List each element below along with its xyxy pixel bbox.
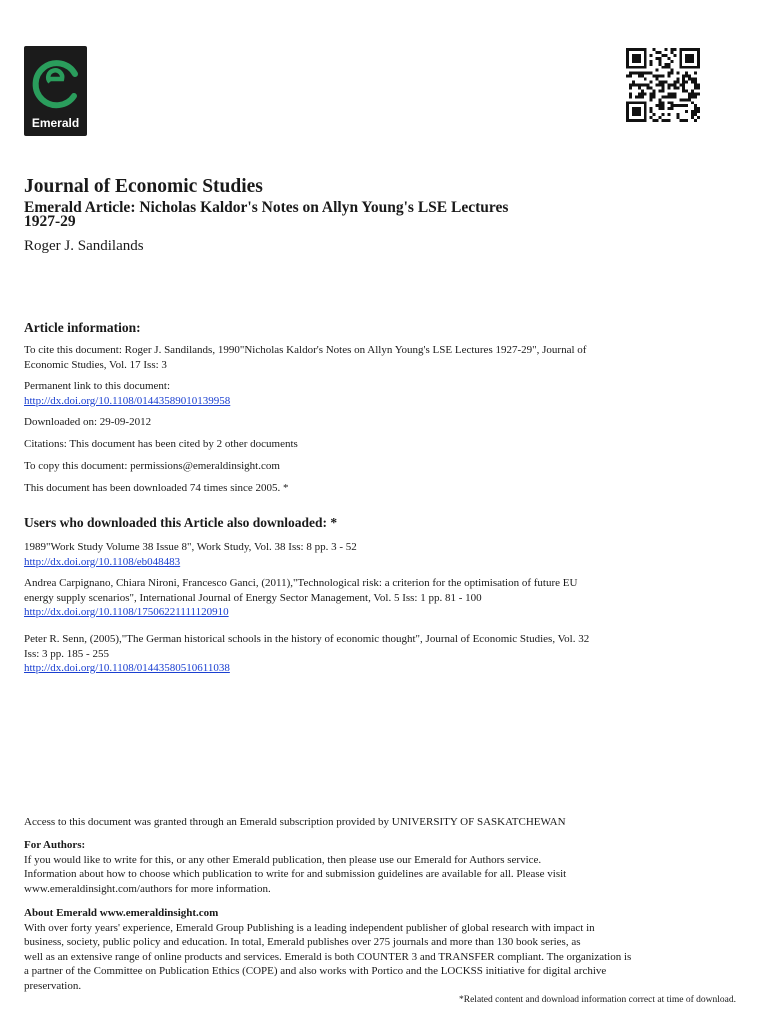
reference-text: Andrea Carpignano, Chiara Nironi, Francesco Ganci, (2011),"Technological risk: a criterion for the optimisation of future EU <box>24 577 578 589</box>
also-downloaded-heading: Users who downloaded this Article also downloaded: * <box>24 515 338 530</box>
reference-text: Peter R. Senn, (2005),"The German historical schools in the history of economic thought", Journal of Economic Studies, Vol. 32 <box>24 633 590 645</box>
list-item <box>24 632 744 676</box>
download-count: This document has been downloaded 74 times since 2005. * <box>24 482 289 494</box>
footnote: *Related content and download information correct at time of download. <box>459 995 736 1005</box>
citations-count: Citations: This document has been cited by 2 other documents <box>24 438 298 450</box>
list-item <box>24 576 744 620</box>
about-block <box>24 906 744 993</box>
journal-title: Journal of Economic Studies <box>24 176 263 197</box>
reference-link[interactable]: http://dx.doi.org/10.1108/01443580510611038 <box>24 662 230 674</box>
reference-text: Iss: 3 pp. 185 - 255 <box>24 647 109 660</box>
author-name: Roger J. Sandilands <box>24 238 144 254</box>
permalink-label: Permanent link to this document: <box>24 380 171 392</box>
access-note: Access to this document was granted through an Emerald subscription provided by UNIVERSITY OF SASKATCHEWAN <box>24 816 566 828</box>
article-title-line: Emerald Article: Nicholas Kaldor's Notes on Allyn Young's LSE Lectures <box>24 199 509 216</box>
about-heading: About Emerald www.emeraldinsight.com <box>24 907 219 919</box>
authors-line: If you would like to write for this, or any other Emerald publication, then please use our Emerald for Authors service. <box>24 853 542 866</box>
citation-line: Economic Studies, Vol. 17 Iss: 3 <box>24 358 167 371</box>
qr-code-icon <box>626 48 700 122</box>
article-info-heading: Article information: <box>24 320 141 335</box>
list-item <box>24 540 744 569</box>
about-line: a partner of the Committee on Publication Ethics (COPE) and also works with Portico and the LOCKSS initiative for digital archive <box>24 965 607 977</box>
emerald-ring-icon <box>28 52 83 114</box>
emerald-wordmark: Emerald <box>31 116 80 130</box>
reference-text: energy supply scenarios", International Journal of Energy Sector Management, Vol. 5 Iss: 1 pp. 81 - 100 <box>24 591 482 604</box>
article-title <box>24 201 744 229</box>
reference-text: 1989"Work Study Volume 38 Issue 8", Work Study, Vol. 38 Iss: 8 pp. 3 - 52 <box>24 541 357 553</box>
about-line: business, society, public policy and education. In total, Emerald publishes over 275 journals and more than 130 book series, as <box>24 936 581 948</box>
citation-text <box>24 343 744 372</box>
citation-line: To cite this document: Roger J. Sandilands, 1990"Nicholas Kaldor's Notes on Allyn Young's LSE Lectures 1927-29", Journal of <box>24 344 587 356</box>
reference-link[interactable]: http://dx.doi.org/10.1108/eb048483 <box>24 555 181 568</box>
authors-line: www.emeraldinsight.com/authors for more information. <box>24 882 271 895</box>
authors-line: Information about how to choose which publication to write for and submission guidelines are available for all. Please visit <box>24 868 567 880</box>
article-title-line: 1927-29 <box>24 213 76 230</box>
authors-block <box>24 838 744 896</box>
permalink-link[interactable]: http://dx.doi.org/10.1108/01443589010139958 <box>24 394 231 407</box>
copy-permissions: To copy this document: permissions@emeraldinsight.com <box>24 460 280 472</box>
about-line: With over forty years' experience, Emerald Group Publishing is a leading independent publisher of global research with impact in <box>24 921 595 934</box>
about-line: well as an extensive range of online products and services. Emerald is both COUNTER 3 and TRANSFER compliant. The organization is <box>24 950 632 963</box>
about-line: preservation. <box>24 979 82 992</box>
permalink-block <box>24 379 744 408</box>
downloaded-on: Downloaded on: 29-09-2012 <box>24 416 152 428</box>
reference-link[interactable]: http://dx.doi.org/10.1108/17506221111120910 <box>24 606 229 618</box>
authors-heading: For Authors: <box>24 839 86 851</box>
emerald-logo <box>24 46 87 136</box>
